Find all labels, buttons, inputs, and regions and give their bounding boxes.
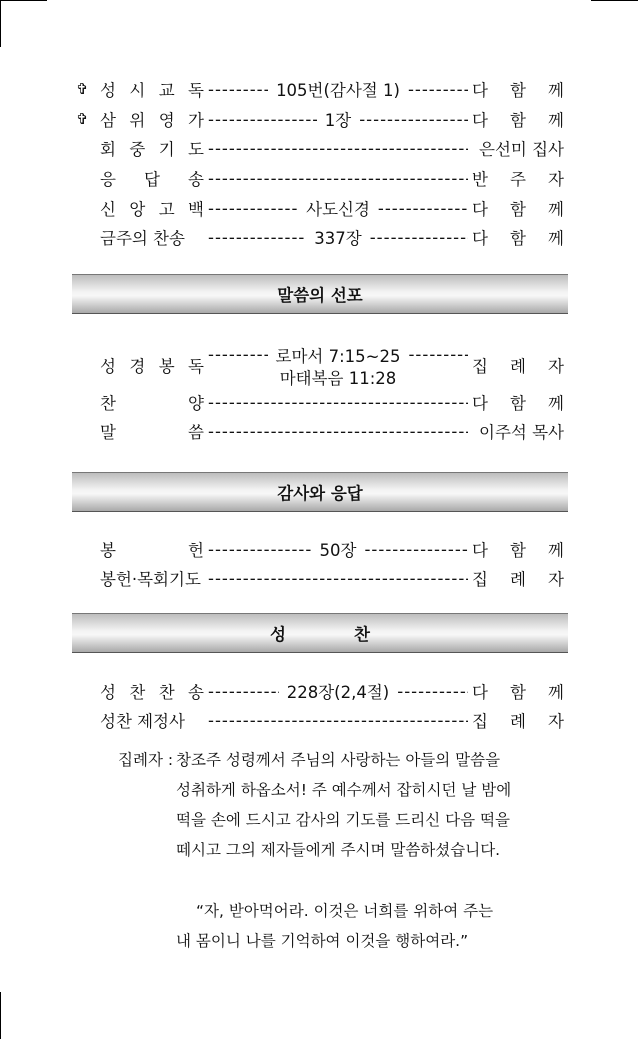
- prayer-line: 창조주 성령께서 주님의 사랑하는 아들의 말씀을: [176, 751, 501, 769]
- order-detail: 사도신경: [306, 200, 370, 219]
- leader-dashes: [208, 196, 468, 220]
- prayer-line: 떼시고 그의 제자들에게 주시며 말씀하셨습니다.: [176, 841, 501, 859]
- cross-icon: ✞: [76, 110, 89, 128]
- opening-row: [76, 76, 564, 102]
- order-leader: 다 함 께: [472, 394, 564, 413]
- prayer-line: 떡을 손에 드시고 감사의 기도를 드리신 다음 떡을: [176, 811, 510, 829]
- section-title-communion-b: 찬: [354, 625, 370, 644]
- section-title-word: 말씀의 선포: [277, 286, 363, 305]
- reading-passage-2: 마태복음 11:28: [279, 369, 397, 386]
- order-label: 성 시 교 독: [100, 81, 204, 100]
- order-leader: 다 함 께: [472, 683, 564, 702]
- crop-mark-top-right: [591, 0, 638, 1]
- reading-row: [76, 344, 564, 386]
- quote-line-2: 내 몸이니 나를 기억하여 이것을 행하여라.”: [176, 932, 469, 950]
- order-label: 성찬 제정사: [100, 712, 185, 731]
- order-label: 금주의 찬송: [100, 229, 185, 248]
- order-detail: 105번(감사절 1): [276, 81, 400, 100]
- thanks-row: [76, 565, 564, 591]
- reading-center: [208, 344, 468, 386]
- leader-dashes: [208, 422, 468, 441]
- thanks-row: [76, 536, 564, 562]
- reading-leader: 집 례 자: [472, 357, 564, 376]
- order-leader: 다 함 께: [472, 229, 564, 248]
- opening-row: [76, 135, 564, 161]
- order-leader: 반 주 자: [472, 170, 564, 189]
- order-leader: 집 례 자: [472, 712, 564, 731]
- leader-dashes: [208, 139, 468, 158]
- prayer-line: 성취하게 하옵소서! 주 예수께서 잡히시던 날 밤에: [176, 781, 512, 799]
- order-label: 회 중 기 도: [100, 140, 204, 159]
- order-leader: 은선미 집사: [479, 140, 564, 159]
- leader-dashes: [208, 225, 468, 249]
- section-banner-communion: [72, 613, 568, 653]
- leader-dashes: [208, 107, 468, 131]
- section-title-thanks: 감사와 응답: [277, 484, 363, 503]
- word-row: [76, 418, 564, 444]
- order-label: 봉 헌: [100, 541, 204, 560]
- order-detail: 337장: [314, 229, 362, 248]
- opening-row: [76, 165, 564, 191]
- communion-row: [76, 707, 564, 733]
- order-label: 삼 위 영 가: [100, 111, 204, 130]
- word-row: [76, 389, 564, 415]
- quote-line-1: “자, 받아먹어라. 이것은 너희를 위하여 주는: [196, 902, 494, 920]
- order-label: 찬 양: [100, 394, 204, 413]
- order-leader: 다 함 께: [472, 200, 564, 219]
- order-label: 성 찬 찬 송: [100, 683, 204, 702]
- leader-dashes: [208, 569, 468, 588]
- reading-label: 성 경 봉 독: [100, 357, 204, 376]
- crop-mark-bottom-left: [0, 992, 1, 1039]
- opening-row: [76, 224, 564, 250]
- leader-dashes: [208, 537, 468, 561]
- words-of-institution: [176, 896, 536, 956]
- cross-icon: ✞: [76, 80, 89, 98]
- section-banner-thanks: [72, 472, 568, 512]
- order-label: 응 답 송: [100, 170, 204, 189]
- order-label: 신 앙 고 백: [100, 200, 204, 219]
- order-detail: 50장: [319, 541, 357, 560]
- opening-row: [76, 195, 564, 221]
- prayer-speaker: 집례자 :: [118, 751, 174, 769]
- crop-mark-top-left: [0, 0, 1, 47]
- crop-mark-top-left-h: [0, 0, 47, 1]
- order-leader: 다 함 께: [472, 111, 564, 130]
- order-label: 봉헌·목회기도: [100, 570, 201, 589]
- order-detail: 228장(2,4절): [286, 683, 390, 702]
- communion-row: [76, 678, 564, 704]
- order-leader: 다 함 께: [472, 81, 564, 100]
- leader-dashes: [208, 393, 468, 412]
- order-leader: 다 함 께: [472, 541, 564, 560]
- leader-dashes: [208, 169, 468, 188]
- leader-dashes: [208, 711, 468, 730]
- opening-row: [76, 106, 564, 132]
- reading-passage-1: 로마서 7:15~25: [275, 346, 401, 366]
- section-title-communion-a: 성: [270, 625, 286, 644]
- order-leader: 집 례 자: [472, 570, 564, 589]
- institution-prayer: [118, 745, 538, 865]
- leader-dashes: [208, 77, 468, 101]
- order-leader: 이주석 목사: [479, 423, 564, 442]
- order-label: 말 씀: [100, 423, 204, 442]
- section-banner-word: [72, 274, 568, 314]
- order-detail: 1장: [324, 111, 352, 130]
- leader-dashes: [208, 679, 468, 703]
